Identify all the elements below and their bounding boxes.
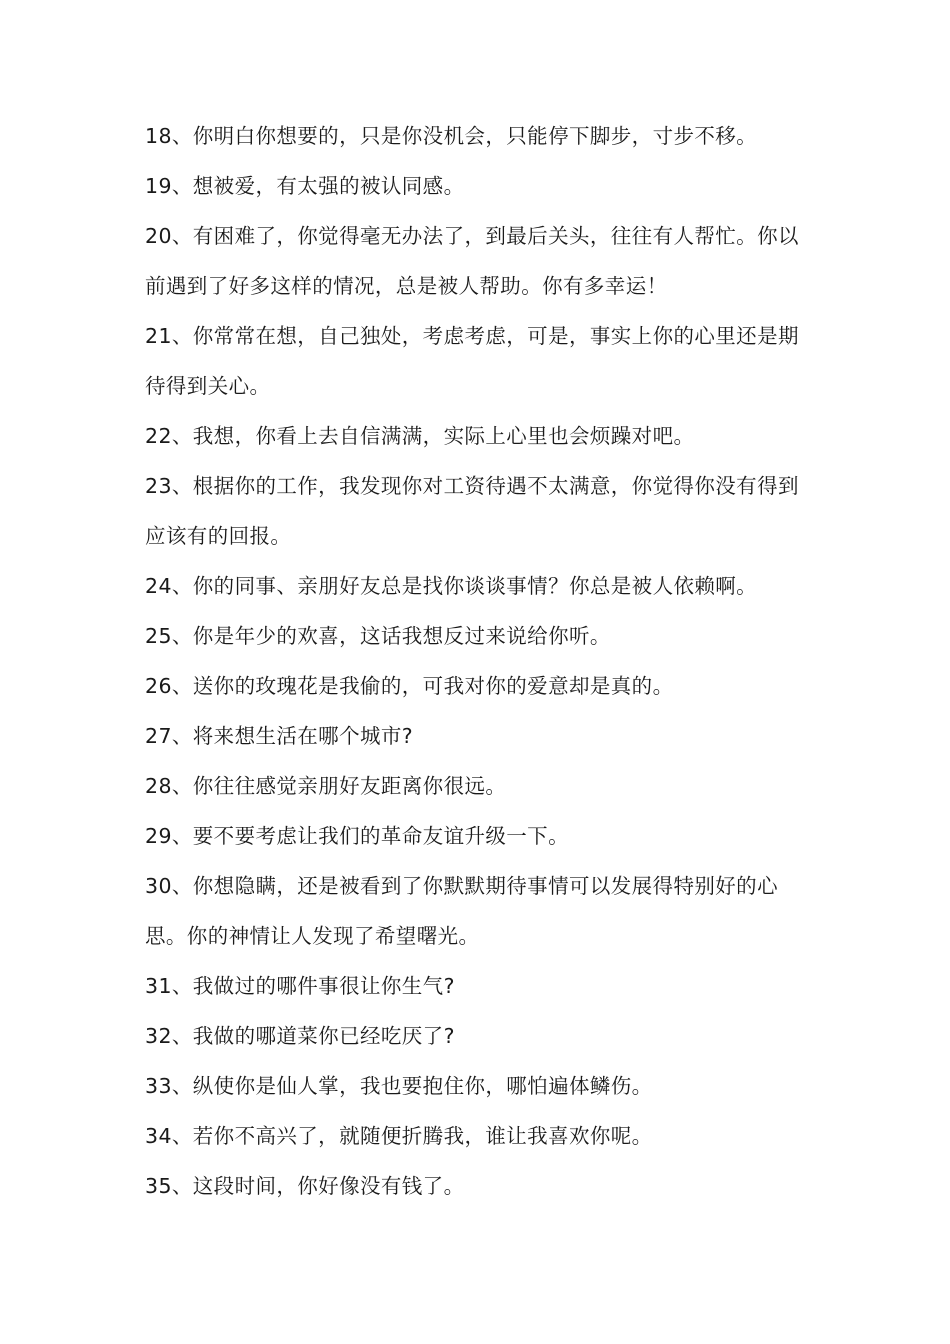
list-item: 19、想被爱，有太强的被认同感。: [145, 174, 465, 198]
list-item: 29、要不要考虑让我们的革命友谊升级一下。: [145, 824, 569, 848]
list-item: 24、你的同事、亲朋好友总是找你谈谈事情？你总是被人依赖啊。: [145, 574, 758, 598]
list-item: 26、送你的玫瑰花是我偷的，可我对你的爱意却是真的。: [145, 674, 674, 698]
list-item: 22、我想，你看上去自信满满，实际上心里也会烦躁对吧。: [145, 424, 695, 448]
list-item: 18、你明白你想要的，只是你没机会，只能停下脚步，寸步不移。: [145, 124, 758, 148]
list-item: 20、有困难了，你觉得毫无办法了，到最后关头，往往有人帮忙。你以前遇到了好多这样的情况，总是被人帮助。你有多幸运！: [145, 224, 799, 298]
list-item: 31、我做过的哪件事很让你生气?: [145, 974, 455, 998]
list-item: 23、根据你的工作，我发现你对工资待遇不太满意，你觉得你没有得到应该有的回报。: [145, 474, 799, 548]
document-body: [145, 111, 815, 1211]
list-item: 30、你想隐瞒，还是被看到了你默默期待事情可以发展得特别好的心思。你的神情让人发现了希望曙光。: [145, 874, 778, 948]
list-item: 25、你是年少的欢喜，这话我想反过来说给你听。: [145, 624, 611, 648]
list-item: 32、我做的哪道菜你已经吃厌了?: [145, 1024, 455, 1048]
list-item: 21、你常常在想，自己独处，考虑考虑，可是，事实上你的心里还是期待得到关心。: [145, 324, 799, 398]
list-item: 35、这段时间，你好像没有钱了。: [145, 1174, 465, 1198]
list-item: 34、若你不高兴了，就随便折腾我，谁让我喜欢你呢。: [145, 1124, 653, 1148]
list-item: 27、将来想生活在哪个城市?: [145, 724, 414, 748]
list-item: 33、纵使你是仙人掌，我也要抱住你，哪怕遍体鳞伤。: [145, 1074, 653, 1098]
list-item: 28、你往往感觉亲朋好友距离你很远。: [145, 774, 507, 798]
